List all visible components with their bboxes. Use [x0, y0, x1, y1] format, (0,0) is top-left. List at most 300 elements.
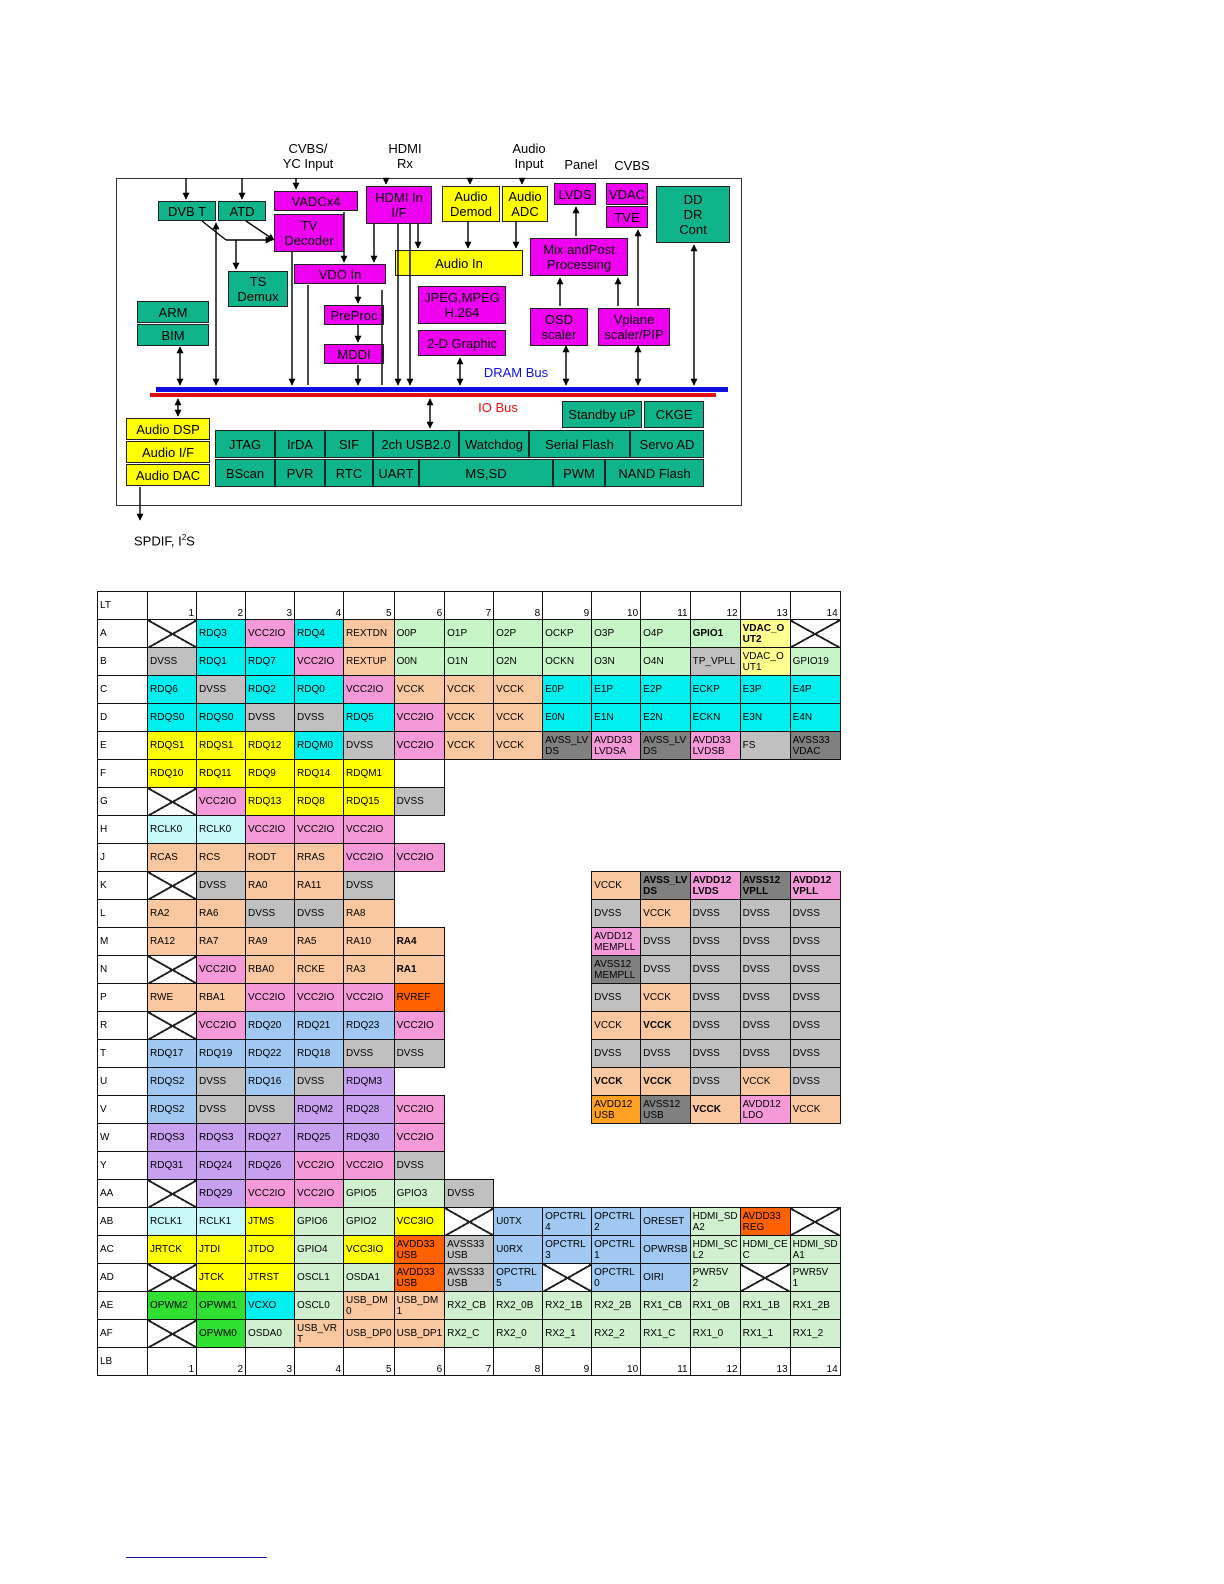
pin-cell: U0TX [494, 1208, 543, 1236]
pin-cell: PWR5V 1 [790, 1264, 840, 1292]
block-watchdog: Watchdog [459, 430, 529, 458]
pin-cell: DVSS [740, 1012, 790, 1040]
pin-cell: E2P [641, 676, 690, 704]
pin-cell: VCC2IO [295, 1152, 344, 1180]
pin-cell: RA5 [295, 928, 344, 956]
pin-cell: ECKN [690, 704, 740, 732]
block-bim: BIM [137, 324, 209, 346]
pin-cell: DVSS [394, 1152, 445, 1180]
block-pwm: PWM [553, 459, 605, 487]
pin-cell: RDQ12 [246, 732, 295, 760]
column-header: 14 [790, 592, 840, 620]
pin-cell: RDQS3 [148, 1124, 197, 1152]
pin-cell: RA11 [295, 872, 344, 900]
blank-cell [592, 760, 641, 788]
pin-cell: OPCTRL 2 [592, 1208, 641, 1236]
pin-cell: RA9 [246, 928, 295, 956]
column-header: 11 [641, 592, 690, 620]
pin-cell: GPIO3 [394, 1180, 445, 1208]
pin-cell: RX1_1 [740, 1320, 790, 1348]
pin-cell: DVSS [295, 900, 344, 928]
blank-cell [543, 1180, 592, 1208]
pin-cell: RDQ11 [197, 760, 246, 788]
pin-cell: VCC2IO [394, 1124, 445, 1152]
pin-cell: VCC2IO [295, 816, 344, 844]
blank-cell [445, 1096, 494, 1124]
pin-cell: DVSS [740, 956, 790, 984]
pin-cell: OSDA1 [344, 1264, 395, 1292]
block-atd: ATD [218, 201, 266, 221]
pin-cell: RDQ29 [197, 1180, 246, 1208]
blank-cell [740, 816, 790, 844]
column-header: 12 [690, 1348, 740, 1376]
block-jpeg-mpeg: JPEG,MPEG H.264 [418, 286, 506, 324]
no-pin-cell [148, 620, 197, 648]
row-header: J [98, 844, 148, 872]
pin-cell: JTRST [246, 1264, 295, 1292]
column-header: 14 [790, 1348, 840, 1376]
blank-cell [740, 760, 790, 788]
pin-cell: RA1 [394, 956, 445, 984]
pin-cell: E3N [740, 704, 790, 732]
column-header: 9 [543, 592, 592, 620]
pin-cell: AVSS33 USB [445, 1236, 494, 1264]
pin-cell: O4P [641, 620, 690, 648]
pin-cell: VCCK [494, 704, 543, 732]
blank-cell [690, 1180, 740, 1208]
pin-cell: RX1_C [641, 1320, 690, 1348]
blank-cell [543, 788, 592, 816]
column-header: 10 [592, 1348, 641, 1376]
block-2d-graphic: 2-D Graphic [418, 330, 506, 356]
pin-cell: RDQ26 [246, 1152, 295, 1180]
pin-cell: VCCK [494, 676, 543, 704]
pin-cell: RDQ10 [148, 760, 197, 788]
blank-cell [445, 956, 494, 984]
pin-cell: DVSS [197, 1068, 246, 1096]
pin-cell: RA12 [148, 928, 197, 956]
pin-cell: VCC2IO [295, 1180, 344, 1208]
pin-cell: RDQ18 [295, 1040, 344, 1068]
pin-cell: DVSS [641, 1040, 690, 1068]
blank-cell [690, 1124, 740, 1152]
column-header: 9 [543, 1348, 592, 1376]
blank-cell [592, 844, 641, 872]
no-pin-cell [148, 956, 197, 984]
blank-cell [690, 788, 740, 816]
pin-cell: GPIO19 [790, 648, 840, 676]
corner-label: LB [98, 1348, 148, 1376]
row-header: D [98, 704, 148, 732]
block-bscan: BScan [215, 459, 275, 487]
pin-cell: VDAC_O UT2 [740, 620, 790, 648]
blank-cell [641, 1152, 690, 1180]
blank-cell [690, 760, 740, 788]
pin-cell: DVSS [790, 1040, 840, 1068]
column-header-row-top [98, 592, 841, 620]
blank-cell [494, 1152, 543, 1180]
pin-cell: RX1_1B [740, 1292, 790, 1320]
row-header: G [98, 788, 148, 816]
pin-cell: AVSS33 VDAC [790, 732, 840, 760]
blank-cell [494, 1180, 543, 1208]
pin-cell: E1N [592, 704, 641, 732]
pin-cell: GPIO5 [344, 1180, 395, 1208]
pin-cell: VCCK [641, 900, 690, 928]
no-pin-cell [740, 1264, 790, 1292]
pin-cell: DVSS [197, 1096, 246, 1124]
pin-cell: RX2_0B [494, 1292, 543, 1320]
pin-cell: OPCTRL 5 [494, 1264, 543, 1292]
pin-cell: RDQ9 [246, 760, 295, 788]
pin-cell: RRAS [295, 844, 344, 872]
pin-cell: PWR5V 2 [690, 1264, 740, 1292]
pin-cell: JTMS [246, 1208, 295, 1236]
block-arm: ARM [137, 301, 209, 323]
blank-cell [543, 928, 592, 956]
block-preproc: PreProc [324, 305, 384, 325]
column-header: 7 [445, 1348, 494, 1376]
row-header: AC [98, 1236, 148, 1264]
column-header: 3 [246, 1348, 295, 1376]
pin-cell: VCC3IO [344, 1236, 395, 1264]
pin-cell: RA4 [394, 928, 445, 956]
pin-row [98, 1124, 841, 1152]
blank-cell [543, 1040, 592, 1068]
pin-cell: USB_DM 1 [394, 1292, 445, 1320]
row-header: V [98, 1096, 148, 1124]
pin-cell: DVSS [592, 900, 641, 928]
blank-cell [790, 760, 840, 788]
blank-cell [641, 760, 690, 788]
block-sif: SIF [325, 430, 373, 458]
blank-cell [790, 1152, 840, 1180]
pin-map-table [97, 591, 841, 1376]
blank-cell [543, 844, 592, 872]
pin-cell: DVSS [344, 872, 395, 900]
blank-cell [592, 1180, 641, 1208]
block-pvr: PVR [275, 459, 325, 487]
block-ms-sd: MS,SD [419, 459, 553, 487]
pin-row [98, 1292, 841, 1320]
block-irda: IrDA [275, 430, 325, 458]
pin-cell: HDMI_SD A1 [790, 1236, 840, 1264]
row-header: F [98, 760, 148, 788]
pin-cell: AVDD33 LVDSB [690, 732, 740, 760]
pin-cell: USB_VR T [295, 1320, 344, 1348]
pin-cell: E4P [790, 676, 840, 704]
pin-row [98, 1180, 841, 1208]
pin-map-footer [98, 1348, 841, 1376]
block-audio-adc: Audio ADC [502, 186, 548, 222]
blank-cell [543, 1068, 592, 1096]
pin-cell: RDQ20 [246, 1012, 295, 1040]
pin-row [98, 788, 841, 816]
column-header: 4 [295, 592, 344, 620]
pin-cell: RX1_2 [790, 1320, 840, 1348]
blank-cell [445, 1040, 494, 1068]
pin-cell: OSCL1 [295, 1264, 344, 1292]
row-header: L [98, 900, 148, 928]
pin-cell: GPIO1 [690, 620, 740, 648]
no-pin-cell [445, 1208, 494, 1236]
blank-cell [494, 900, 543, 928]
pin-cell: VCC2IO [394, 844, 445, 872]
pin-cell: VCC2IO [295, 984, 344, 1012]
pin-cell: AVDD12 LDO [740, 1096, 790, 1124]
block-vadcx4: VADCx4 [274, 191, 358, 211]
block-rtc: RTC [325, 459, 373, 487]
pin-cell: AVDD12 MEMPLL [592, 928, 641, 956]
no-pin-cell [148, 1264, 197, 1292]
blank-cell [445, 984, 494, 1012]
pin-cell: RA3 [344, 956, 395, 984]
pin-cell: AVDD12 VPLL [790, 872, 840, 900]
pin-cell: VCCK [445, 732, 494, 760]
pin-cell: RDQ19 [197, 1040, 246, 1068]
blank-cell [394, 1068, 445, 1096]
blank-cell [543, 1124, 592, 1152]
pin-cell: OPCTRL 3 [543, 1236, 592, 1264]
pin-cell: OPCTRL 0 [592, 1264, 641, 1292]
pin-cell: RDQ2 [246, 676, 295, 704]
pin-cell: USB_DM 0 [344, 1292, 395, 1320]
block-audio-dac: Audio DAC [126, 464, 210, 486]
pin-cell: FS [740, 732, 790, 760]
pin-cell: USB_DP1 [394, 1320, 445, 1348]
pin-row [98, 984, 841, 1012]
pin-cell: RDQS2 [148, 1096, 197, 1124]
row-header: AE [98, 1292, 148, 1320]
pin-cell: VCC2IO [295, 648, 344, 676]
pin-cell: TP_VPLL [690, 648, 740, 676]
block-standby-up: Standby uP [562, 401, 642, 428]
blank-cell [494, 1124, 543, 1152]
row-header: P [98, 984, 148, 1012]
pin-cell: RX1_0 [690, 1320, 740, 1348]
pin-cell: VCC2IO [394, 704, 445, 732]
pin-cell: RDQ17 [148, 1040, 197, 1068]
spdif-text-tail: S [186, 533, 195, 549]
block-osd-scaler: OSD scaler [530, 308, 588, 346]
column-header: 1 [148, 592, 197, 620]
blank-cell [494, 1040, 543, 1068]
pin-cell: RDQ25 [295, 1124, 344, 1152]
pin-cell: RDQM0 [295, 732, 344, 760]
pin-row [98, 1096, 841, 1124]
block-tv-decoder: TV Decoder [274, 214, 344, 252]
pin-cell: OIRI [641, 1264, 690, 1292]
pin-cell: VCCK [641, 984, 690, 1012]
pin-cell: RX2_1 [543, 1320, 592, 1348]
blank-cell [494, 788, 543, 816]
blank-cell [690, 844, 740, 872]
row-header: W [98, 1124, 148, 1152]
pin-cell: RX2_C [445, 1320, 494, 1348]
pin-cell: RDQ27 [246, 1124, 295, 1152]
input-label-hdmi: HDMI Rx [388, 141, 422, 171]
pin-cell: GPIO6 [295, 1208, 344, 1236]
block-vplane-scaler: Vplane scaler/PIP [598, 308, 670, 346]
pin-map-header [98, 592, 841, 620]
blank-cell [445, 788, 494, 816]
block-audio-if: Audio I/F [126, 441, 210, 463]
blank-cell [494, 1096, 543, 1124]
column-header: 13 [740, 592, 790, 620]
pin-cell: DVSS [690, 1040, 740, 1068]
pin-cell: DVSS [246, 1096, 295, 1124]
pin-cell: DVSS [148, 648, 197, 676]
blank-cell [740, 788, 790, 816]
pin-row [98, 816, 841, 844]
pin-cell: RCLK1 [148, 1208, 197, 1236]
pin-cell: DVSS [394, 788, 445, 816]
column-header: 11 [641, 1348, 690, 1376]
pin-cell: VCC2IO [246, 1180, 295, 1208]
row-header: N [98, 956, 148, 984]
row-header: Y [98, 1152, 148, 1180]
block-servo-ad: Servo AD [630, 430, 704, 458]
blank-cell [445, 928, 494, 956]
blank-cell [445, 1012, 494, 1040]
blank-cell [445, 760, 494, 788]
blank-cell [445, 1068, 494, 1096]
blank-cell [641, 788, 690, 816]
block-tve: TVE [606, 206, 648, 228]
pin-cell: RDQS1 [148, 732, 197, 760]
pin-cell: RDQM3 [344, 1068, 395, 1096]
pin-cell: VCC2IO [246, 620, 295, 648]
pin-cell: DVSS [740, 928, 790, 956]
column-header: 5 [344, 592, 395, 620]
blank-cell [543, 900, 592, 928]
pin-row [98, 760, 841, 788]
pin-cell: DVSS [790, 928, 840, 956]
blank-cell [445, 872, 494, 900]
input-label-cvbs-out: CVBS [614, 158, 650, 173]
pin-cell: RCKE [295, 956, 344, 984]
pin-cell: VCC2IO [394, 1012, 445, 1040]
blank-cell [494, 984, 543, 1012]
pin-cell: AVSS_LV DS [641, 872, 690, 900]
row-header: AF [98, 1320, 148, 1348]
pin-cell: RDQ14 [295, 760, 344, 788]
pin-cell: RX1_2B [790, 1292, 840, 1320]
blank-cell [394, 872, 445, 900]
pin-cell: RDQM1 [344, 760, 395, 788]
pin-cell: O2P [494, 620, 543, 648]
pin-cell: VCCK [394, 676, 445, 704]
pin-map-body [98, 620, 841, 1348]
pin-cell: RCS [197, 844, 246, 872]
column-header: 10 [592, 592, 641, 620]
pin-cell: AVSS12 VPLL [740, 872, 790, 900]
pin-cell: OPCTRL 1 [592, 1236, 641, 1264]
pin-cell: DVSS [246, 704, 295, 732]
pin-cell: AVSS_LV DS [543, 732, 592, 760]
pin-cell: VCCK [790, 1096, 840, 1124]
no-pin-cell [543, 1264, 592, 1292]
pin-cell: AVDD12 USB [592, 1096, 641, 1124]
pin-cell: DVSS [592, 1040, 641, 1068]
input-label-audio: Audio Input [512, 141, 546, 171]
pin-cell: VCC2IO [197, 788, 246, 816]
pin-row [98, 1068, 841, 1096]
pin-cell: RODT [246, 844, 295, 872]
pin-cell: RX1_0B [690, 1292, 740, 1320]
block-vdac: VDAC [606, 183, 648, 205]
pin-cell: JRTCK [148, 1236, 197, 1264]
blank-cell [740, 1152, 790, 1180]
pin-cell: DVSS [445, 1180, 494, 1208]
pin-cell: GPIO2 [344, 1208, 395, 1236]
pin-cell: DVSS [790, 984, 840, 1012]
row-header: U [98, 1068, 148, 1096]
pin-cell: RA0 [246, 872, 295, 900]
blank-cell [394, 900, 445, 928]
column-header: 12 [690, 592, 740, 620]
pin-cell: RCLK0 [148, 816, 197, 844]
pin-cell: RVREF [394, 984, 445, 1012]
blank-cell [543, 760, 592, 788]
pin-cell: VCCK [445, 676, 494, 704]
pin-cell: OPWRSB [641, 1236, 690, 1264]
pin-cell: O3P [592, 620, 641, 648]
pin-cell: RX2_2 [592, 1320, 641, 1348]
row-header: C [98, 676, 148, 704]
blank-cell [790, 844, 840, 872]
pin-cell: DVSS [344, 1040, 395, 1068]
pin-cell: USB_DP0 [344, 1320, 395, 1348]
pin-cell: VCC2IO [197, 1012, 246, 1040]
pin-cell: E3P [740, 676, 790, 704]
pin-cell: RDQS2 [148, 1068, 197, 1096]
block-vdo-in: VDO In [294, 264, 386, 284]
no-pin-cell [148, 872, 197, 900]
pin-cell: OPWM0 [197, 1320, 246, 1348]
pin-cell: RDQ3 [197, 620, 246, 648]
blank-cell [543, 872, 592, 900]
blank-cell [641, 816, 690, 844]
pin-cell: VCC2IO [344, 844, 395, 872]
blank-cell [445, 1124, 494, 1152]
pin-cell: VCC2IO [246, 984, 295, 1012]
pin-cell: RX2_2B [592, 1292, 641, 1320]
blank-cell [790, 816, 840, 844]
no-pin-cell [148, 1180, 197, 1208]
footnote-rule [126, 1557, 267, 1558]
block-ts-demux: TS Demux [228, 271, 288, 307]
no-pin-cell [790, 620, 840, 648]
pin-row [98, 844, 841, 872]
pin-cell: RCLK1 [197, 1208, 246, 1236]
row-header: B [98, 648, 148, 676]
pin-cell: RCAS [148, 844, 197, 872]
blank-cell [394, 816, 445, 844]
pin-cell: RBA1 [197, 984, 246, 1012]
blank-cell [740, 1180, 790, 1208]
pin-cell: DVSS [246, 900, 295, 928]
io-bus-label: IO Bus [478, 400, 518, 415]
pin-cell: HDMI_SD A2 [690, 1208, 740, 1236]
pin-cell: ORESET [641, 1208, 690, 1236]
blank-cell [445, 844, 494, 872]
pin-row [98, 732, 841, 760]
blank-cell [641, 844, 690, 872]
row-header: A [98, 620, 148, 648]
blank-cell [592, 1152, 641, 1180]
spdif-i2s-label [134, 530, 195, 548]
